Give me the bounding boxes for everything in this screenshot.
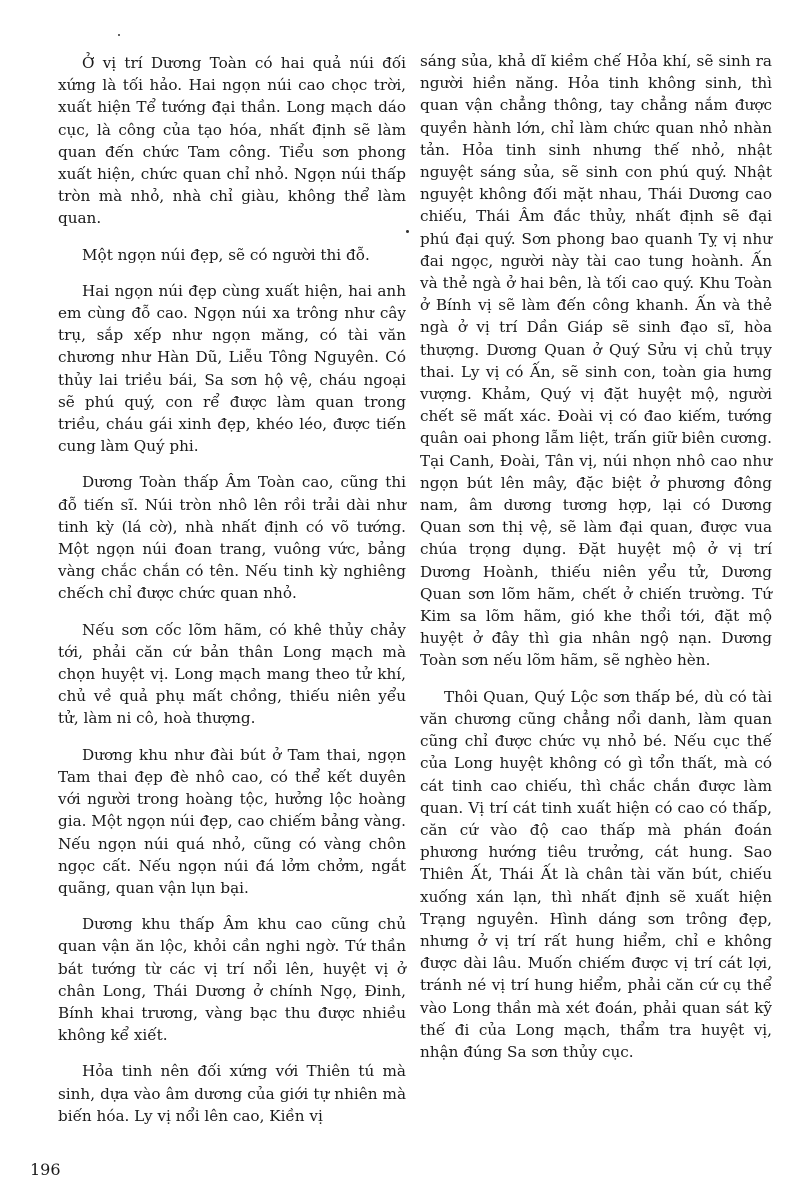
- paragraph: Hai ngọn núi đẹp cùng xuất hiện, hai anh em cùng đỗ cao. Ngọn núi xa trông như cây trụ, sắp xếp như ngọn măng, có tài văn chương như Hàn Dũ, Liễu Tông Nguyên. Có thủy lai triều bái, Sa sơn hộ vệ, cháu ngoại sẽ phú quý, con rể được làm quan trong triều, cháu gái xinh đẹp, khéo léo, được tiến cung làm Quý phi.: [58, 281, 406, 456]
- paragraph: Một ngọn núi đẹp, sẽ có người thi đỗ.: [82, 245, 370, 264]
- paragraph: Dương khu như đài bút ở Tam thai, ngọn Tam thai đẹp đè nhô cao, có thể kết duyên với người trong hoàng tộc, hưởng lộc hoàng gia. Một ngọn núi đẹp, cao chiếm bảng vàng. Nếu ngọn núi quá nhỏ, cũng có vàng chôn ngọc cất. Nếu ngọn núi đá lởm chởm, ngắt quãng, quan vận lụn bại.: [58, 745, 406, 897]
- paragraph: sáng sủa, khả dĩ kiềm chế Hỏa khí, sẽ sinh ra người hiền năng. Hỏa tinh không sinh, thì quan vận chẳng thông, tay chẳng nắm được quyền hành lớn, chỉ làm chức quan nhỏ nhàn tản. Hỏa tinh sinh nhưng thế nhỏ, nhật nguyệt sáng sủa, sẽ sinh con phú quý. Nhật nguyệt không đối mặt nhau, Thái Dương cao chiếu, Thái Âm đắc thủy, nhất định sẽ đại phú đại quý. Sơn phong bao quanh Tỵ vị như đai ngọc, người này tài cao tung hoành. Ấn và thẻ ngà ở hai bên, là tối cao quý. Khu Toàn ở Bính vị sẽ làm đến công khanh. Ấn và thẻ ngà ở vị trí Dần Giáp sẽ sinh đạo sĩ, hòa thượng. Dương Quan ở Quý Sửu vị chủ trụy thai. Ly vị có Ấn, sẽ sinh con, toàn gia hưng vượng. Khảm, Quý vị đặt huyệt mộ, người chết sẽ mất xác. Đoài vị có đao kiếm, tướng quân oai phong lẫm liệt, trấn giữ biên cương. Tại Canh, Đoài, Tân vị, núi nhọn nhô cao như ngọn bút lên mây, đặc biệt ở phương đông nam, âm dương tương hợp, lại có Dương Quan sơn thị vệ, sẽ làm đại quan, được vua chúa trọng dụng. Đặt huyệt mộ ở vị trí Dương Hoành, thiếu niên yểu tử, Dương Quan sơn lõm hãm, chết ở chiến trường. Tứ Kim sa lõm hãm, gió khe thổi tới, đặt mộ huyệt ở đây thì gia nhân ngộ nạn. Dương Toàn sơn nếu lõm hãm, sẽ nghèo hèn.: [420, 52, 772, 670]
- right-column: [420, 50, 772, 1077]
- left-column: [58, 52, 406, 1141]
- paragraph: Dương khu thấp Âm khu cao cũng chủ quan vận ăn lộc, khỏi cần nghi ngờ. Tứ thần bát tướng từ các vị trí nổi lên, huyệt vị ở chân Long, Thái Dương ở chính Ngọ, Đinh, Bính khai trương, vàng bạc thu được nhiều không kể xiết.: [58, 915, 406, 1045]
- scan-speck: [118, 34, 120, 36]
- page-number: 196: [30, 1160, 61, 1179]
- scan-speck: [406, 230, 409, 233]
- paragraph: Hỏa tinh nên đối xứng với Thiên tú mà sinh, dựa vào âm dương của giới tự nhiên mà biến hóa. Ly vị nổi lên cao, Kiền vị: [58, 1062, 406, 1125]
- paragraph: Dương Toàn thấp Âm Toàn cao, cũng thi đỗ tiến sĩ. Núi tròn nhô lên rồi trải dài như tinh kỳ (lá cờ), nhà nhất định có võ tướng. Một ngọn núi đoan trang, vuông vức, bảng vàng chắc chắn có tên. Nếu tinh kỳ nghiêng chếch chỉ được chức quan nhỏ.: [58, 473, 406, 603]
- paragraph: Ở vị trí Dương Toàn có hai quả núi đối xứng là tối hảo. Hai ngọn núi cao chọc trời, xuất hiện Tể tướng đại thần. Long mạch dáo cục, là công của tạo hóa, nhất định sẽ làm quan đến chức Tam công. Tiểu sơn phong xuất hiện, chức quan chỉ nhỏ. Ngọn núi thấp tròn mà nhỏ, nhà chỉ giàu, không thể làm quan.: [58, 54, 406, 228]
- paragraph: Thôi Quan, Quý Lộc sơn thấp bé, dù có tài văn chương cũng chẳng nổi danh, làm quan cũng chỉ được chức vụ nhỏ bé. Nếu cục thế của Long huyệt không có gì tổn thất, mà có cát tinh cao chiếu, thì chắc chắn được làm quan. Vị trí cát tinh xuất hiện có cao có thấp, căn cứ vào độ cao thấp mà phán đoán phương hướng tiêu trưởng, cát hung. Sao Thiên Ất, Thái Ất là chân tài văn bút, chiếu xuống xán lạn, thì nhất định sẽ xuất hiện Trạng nguyên. Hình dáng sơn trông đẹp, nhưng ở vị trí rất hung hiểm, chỉ e không được dài lâu. Muốn chiếm được vị trí cát lợi, tránh né vị trí hung hiểm, phải căn cứ cụ thể vào Long thần mà xét đoán, phải quan sát kỹ thế đi của Long mạch, thẩm tra huyệt vị, nhận đúng Sa sơn thủy cục.: [420, 687, 772, 1061]
- paragraph: Nếu sơn cốc lõm hãm, có khê thủy chảy tới, phải căn cứ bản thân Long mạch mà chọn huyệt vị. Long mạch mang theo tử khí, chủ về quả phụ mất chồng, thiếu niên yểu tử, làm ni cô, hoà thượng.: [58, 620, 406, 728]
